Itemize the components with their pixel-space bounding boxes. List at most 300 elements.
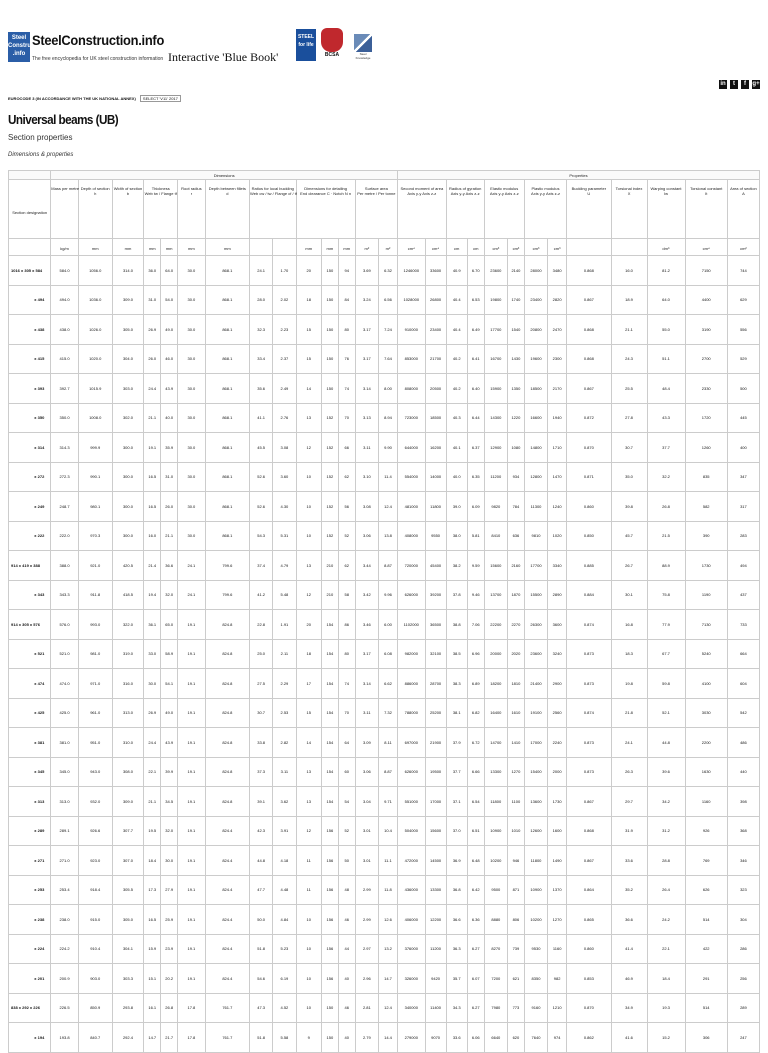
gyration-axes xyxy=(447,191,484,196)
table-cell: 3190 xyxy=(685,315,727,345)
table-cell: 2.11 xyxy=(273,639,296,669)
table-cell: 11400 xyxy=(425,993,446,1023)
table-cell: 824.4 xyxy=(205,934,249,964)
table-cell: 10 xyxy=(296,492,321,522)
section-designation-cell[interactable]: x 271 xyxy=(9,846,51,876)
section-designation-cell[interactable]: x 272 xyxy=(9,462,51,492)
table-cell: 6640 xyxy=(484,1023,507,1053)
table-cell: 824.8 xyxy=(205,757,249,787)
table-cell: 5.23 xyxy=(273,934,296,964)
table-cell: 23.9 xyxy=(161,934,178,964)
table-cell: 34.5 xyxy=(161,787,178,817)
table-cell: 30.0 xyxy=(178,492,205,522)
table-cell: 17.3 xyxy=(144,875,161,905)
section-designation-cell[interactable]: x 201 xyxy=(9,964,51,994)
table-cell: 5.48 xyxy=(273,580,296,610)
table-cell: 720000 xyxy=(398,551,425,581)
unit-el-z: cm³ xyxy=(507,239,524,256)
gyration-header xyxy=(446,180,484,239)
table-cell: 44 xyxy=(338,934,355,964)
table-cell: 13300 xyxy=(484,757,507,787)
table-cell: 824.4 xyxy=(205,816,249,846)
table-cell: 30.0 xyxy=(178,374,205,404)
section-designation-cell[interactable]: x 345 xyxy=(9,757,51,787)
table-cell: 636 xyxy=(507,521,524,551)
table-row xyxy=(9,669,760,699)
table-cell: 6.07 xyxy=(467,964,484,994)
ratios-header xyxy=(250,180,297,239)
table-cell: 48.4 xyxy=(647,374,685,404)
table-cell: 15600 xyxy=(484,551,507,581)
table-cell: 19500 xyxy=(425,757,446,787)
table-cell: 1430 xyxy=(507,344,524,374)
table-cell: 0.860 xyxy=(567,934,611,964)
table-cell: 910.4 xyxy=(78,934,112,964)
table-cell: 2.53 xyxy=(273,698,296,728)
table-row xyxy=(9,492,760,522)
table-cell: 28700 xyxy=(425,669,446,699)
unit-torsional-index xyxy=(611,239,647,256)
table-cell: 10200 xyxy=(484,846,507,876)
table-cell: 2.99 xyxy=(355,875,378,905)
table-cell: 12600 xyxy=(524,816,547,846)
table-cell: 49.0 xyxy=(161,315,178,345)
section-designation-cell[interactable]: 914 x 419 x 388 xyxy=(9,551,51,581)
table-cell: 18 xyxy=(296,639,321,669)
unit-warping: dm⁶ xyxy=(647,239,685,256)
table-cell: 3240 xyxy=(548,639,567,669)
warping-symbol: Iw xyxy=(664,191,669,196)
table-cell: 934 xyxy=(507,462,524,492)
section-designation-cell[interactable]: x 343 xyxy=(9,580,51,610)
table-cell: 33.6 xyxy=(611,846,647,876)
table-cell: 305.5 xyxy=(112,875,144,905)
table-cell: 1102000 xyxy=(398,610,425,640)
table-cell: 314.0 xyxy=(112,256,144,286)
table-cell: 921.0 xyxy=(78,551,112,581)
table-cell: 11 xyxy=(296,846,321,876)
table-cell: 45400 xyxy=(425,551,446,581)
section-designation-cell[interactable]: x 393 xyxy=(9,374,51,404)
table-cell: 1160 xyxy=(548,934,567,964)
section-designation-cell[interactable]: x 313 xyxy=(9,787,51,817)
table-cell: 44.8 xyxy=(647,728,685,758)
table-cell: 2470 xyxy=(548,315,567,345)
table-cell: 16600 xyxy=(524,403,547,433)
table-cell: 51.1 xyxy=(647,344,685,374)
table-cell: 40.4 xyxy=(446,285,467,315)
table-cell: 156 xyxy=(321,934,338,964)
table-cell: 0.867 xyxy=(567,846,611,876)
table-row xyxy=(9,462,760,492)
unit-ratio-flange xyxy=(273,239,296,256)
table-cell: 313.0 xyxy=(112,698,144,728)
table-cell: 0.873 xyxy=(567,639,611,669)
table-cell: 39.9 xyxy=(161,757,178,787)
table-cell: 24.1 xyxy=(250,256,273,286)
table-cell: 24.3 xyxy=(611,344,647,374)
table-cell: 868.1 xyxy=(205,374,249,404)
table-cell: 17000 xyxy=(425,787,446,817)
table-cell: 25200 xyxy=(425,698,446,728)
section-designation-cell[interactable]: x 474 xyxy=(9,669,51,699)
table-cell: 1020.0 xyxy=(78,344,112,374)
section-designation-cell[interactable]: x 222 xyxy=(9,521,51,551)
table-cell: 28.8 xyxy=(647,846,685,876)
table-cell: 11200 xyxy=(484,462,507,492)
table-cell: 1246000 xyxy=(398,256,425,286)
table-cell: 12.6 xyxy=(378,905,397,935)
table-cell: 17700 xyxy=(524,551,547,581)
table-cell: 33600 xyxy=(425,256,446,286)
table-cell: 3.17 xyxy=(355,344,378,374)
table-cell: 33.0 xyxy=(144,639,161,669)
section-designation-cell[interactable]: x 415 xyxy=(9,344,51,374)
table-cell: 12.4 xyxy=(378,993,397,1023)
ratio-flange-label: Flange xyxy=(274,191,288,196)
table-cell: 154 xyxy=(321,669,338,699)
elastic-label: Elastic modulus xyxy=(490,186,519,191)
table-cell: 0.867 xyxy=(567,285,611,315)
table-cell: 621 xyxy=(507,964,524,994)
table-cell: 7.32 xyxy=(378,698,397,728)
table-cell: 4.18 xyxy=(273,846,296,876)
section-designation-cell[interactable]: 1016 x 305 x 584 xyxy=(9,256,51,286)
detailing-label: Dimensions for detailing xyxy=(304,186,347,191)
table-cell: 45.5 xyxy=(250,433,273,463)
table-cell: 4100 xyxy=(685,669,727,699)
pl-axis-y: Axis y-y xyxy=(531,191,546,196)
table-cell: 1026.0 xyxy=(78,315,112,345)
table-row xyxy=(9,875,760,905)
table-cell: 38.5 xyxy=(446,639,467,669)
bcsa-logo[interactable] xyxy=(320,28,344,62)
steel-for-life-logo[interactable]: STEEL for life xyxy=(296,29,316,61)
table-cell: 36500 xyxy=(425,610,446,640)
site-name[interactable]: SteelConstruction.info xyxy=(32,32,165,48)
unit-width: mm xyxy=(112,239,144,256)
table-cell: 49.0 xyxy=(161,698,178,728)
table-cell: 15900 xyxy=(484,374,507,404)
table-cell: 54.1 xyxy=(161,669,178,699)
table-cell: 19.5 xyxy=(144,816,161,846)
table-cell: 3.04 xyxy=(355,787,378,817)
depth-between-header xyxy=(205,180,249,239)
table-cell: 305.0 xyxy=(112,905,144,935)
table-cell: 418.5 xyxy=(112,580,144,610)
table-cell: 13600 xyxy=(524,787,547,817)
table-cell: 46.9 xyxy=(611,964,647,994)
table-cell: 52.6 xyxy=(250,492,273,522)
section-designation-cell[interactable]: x 438 xyxy=(9,315,51,345)
table-cell: 309.0 xyxy=(112,285,144,315)
table-cell: 80 xyxy=(338,639,355,669)
table-cell: 41.4 xyxy=(611,934,647,964)
table-cell: 210 xyxy=(321,551,338,581)
table-cell: 13700 xyxy=(484,580,507,610)
table-cell: 1730 xyxy=(685,551,727,581)
steelconstruction-logo[interactable]: Steel Construction .info xyxy=(8,32,30,62)
unit-mass: kg/m xyxy=(51,239,78,256)
table-cell: 32.3 xyxy=(250,315,273,345)
warping-header xyxy=(647,180,685,239)
table-cell: 289.1 xyxy=(51,816,78,846)
table-cell: 38.2 xyxy=(446,551,467,581)
table-cell: 40.2 xyxy=(446,374,467,404)
table-cell: 350.0 xyxy=(51,403,78,433)
table-cell: 19.1 xyxy=(178,698,205,728)
area-label: Area of section xyxy=(730,186,757,191)
table-cell: 12 xyxy=(296,580,321,610)
table-row xyxy=(9,315,760,345)
table-cell: 154 xyxy=(321,728,338,758)
table-cell: 12.4 xyxy=(378,492,397,522)
page-title: Universal beams (UB) xyxy=(8,112,119,127)
table-cell: 8.11 xyxy=(378,728,397,758)
table-cell: 2140 xyxy=(507,256,524,286)
section-designation-cell[interactable]: x 194 xyxy=(9,1023,51,1053)
table-cell: 8880 xyxy=(484,905,507,935)
table-cell: 21700 xyxy=(425,344,446,374)
table-cell: 388.0 xyxy=(51,551,78,581)
table-row xyxy=(9,816,760,846)
section-designation-cell[interactable]: 914 x 305 x 576 xyxy=(9,610,51,640)
table-row xyxy=(9,433,760,463)
table-cell: 20000 xyxy=(484,639,507,669)
section-designation-cell[interactable]: x 381 xyxy=(9,728,51,758)
end-clearance-symbol: C xyxy=(326,191,330,196)
section-designation-cell[interactable]: 838 x 292 x 226 xyxy=(9,993,51,1023)
mass-header: Mass per metre xyxy=(51,180,78,239)
table-cell: 1350 xyxy=(507,374,524,404)
section-designation-cell[interactable]: x 521 xyxy=(9,639,51,669)
table-cell: 30.0 xyxy=(161,846,178,876)
table-cell: 918.4 xyxy=(78,875,112,905)
table-cell: 54.3 xyxy=(250,521,273,551)
unit-designation xyxy=(9,239,51,256)
table-cell: 2.76 xyxy=(273,403,296,433)
table-cell: 43.9 xyxy=(161,374,178,404)
table-cell: 40.4 xyxy=(446,315,467,345)
section-designation-cell[interactable]: x 350 xyxy=(9,403,51,433)
table-cell: 37.3 xyxy=(250,757,273,787)
table-cell: 84 xyxy=(338,285,355,315)
table-cell: 18.4 xyxy=(144,846,161,876)
table-cell: 868.1 xyxy=(205,256,249,286)
table-cell: 300.0 xyxy=(112,433,144,463)
section-designation-cell[interactable]: x 289 xyxy=(9,816,51,846)
table-cell: 30.7 xyxy=(250,698,273,728)
table-cell: 723000 xyxy=(398,403,425,433)
version-select[interactable]: SELECT 'V11' 2017 xyxy=(140,95,181,102)
table-cell: 415.0 xyxy=(51,344,78,374)
table-cell: 911.8 xyxy=(78,580,112,610)
table-cell: 6.54 xyxy=(467,787,484,817)
table-cell: 19.1 xyxy=(178,846,205,876)
table-cell: 322.0 xyxy=(112,610,144,640)
table-cell: 1056.0 xyxy=(78,256,112,286)
table-cell: 436000 xyxy=(398,875,425,905)
unit-pl-z: cm³ xyxy=(548,239,567,256)
table-cell: 2700 xyxy=(685,344,727,374)
table-cell: 808000 xyxy=(398,374,425,404)
table-cell: 19.3 xyxy=(647,993,685,1023)
table-cell: 6.72 xyxy=(467,728,484,758)
table-row xyxy=(9,757,760,787)
table-cell: 26.3 xyxy=(611,757,647,787)
table-cell: 24.2 xyxy=(647,905,685,935)
table-cell: 308.0 xyxy=(112,757,144,787)
table-row xyxy=(9,698,760,728)
table-cell: 37.7 xyxy=(446,757,467,787)
table-cell: 2270 xyxy=(507,610,524,640)
table-cell: 70 xyxy=(338,698,355,728)
table-cell: 1100 xyxy=(507,787,524,817)
table-cell: 38.1 xyxy=(446,698,467,728)
table-cell: 26300 xyxy=(524,610,547,640)
unit-depth: mm xyxy=(78,239,112,256)
table-cell: 13 xyxy=(296,551,321,581)
table-cell: 3480 xyxy=(548,256,567,286)
table-cell: 40.0 xyxy=(161,403,178,433)
table-cell: 36.1 xyxy=(144,610,161,640)
table-cell: 10 xyxy=(296,964,321,994)
table-cell: 0.874 xyxy=(567,698,611,728)
table-cell: 81.2 xyxy=(647,256,685,286)
table-cell: 1020 xyxy=(548,521,567,551)
section-heading: Dimensions & properties xyxy=(8,152,74,158)
unit-torsional-constant: cm⁴ xyxy=(685,239,727,256)
table-cell: 1210 xyxy=(548,993,567,1023)
facebook-icon[interactable]: f xyxy=(741,80,749,89)
table-cell: 6.56 xyxy=(378,285,397,315)
table-cell: 224.2 xyxy=(51,934,78,964)
table-cell: 307.0 xyxy=(112,846,144,876)
table-cell: 440 xyxy=(727,757,759,787)
table-cell: 26.4 xyxy=(647,875,685,905)
section-designation-cell[interactable]: x 253 xyxy=(9,875,51,905)
section-designation-cell[interactable]: x 238 xyxy=(9,905,51,935)
table-cell: 0.873 xyxy=(567,669,611,699)
table-cell: 943.0 xyxy=(78,757,112,787)
end-clearance-label: End clearance xyxy=(300,191,326,196)
table-cell: 313.0 xyxy=(51,787,78,817)
table-cell: 24.4 xyxy=(144,728,161,758)
table-cell: 3.46 xyxy=(355,610,378,640)
table-cell: 0.853 xyxy=(567,964,611,994)
table-cell: 12 xyxy=(296,433,321,463)
table-cell: 291 xyxy=(685,964,727,994)
table-cell: 9.71 xyxy=(378,787,397,817)
table-cell: 21.1 xyxy=(144,403,161,433)
table-cell: 60 xyxy=(338,757,355,787)
table-cell: 28.0 xyxy=(250,285,273,315)
table-cell: 304 xyxy=(727,905,759,935)
table-cell: 305.0 xyxy=(112,315,144,345)
table-cell: 824.8 xyxy=(205,669,249,699)
table-cell: 1370 xyxy=(548,875,567,905)
sci-logo[interactable] xyxy=(352,34,374,60)
table-cell: 10900 xyxy=(484,816,507,846)
table-cell: 34.3 xyxy=(446,993,467,1023)
table-cell: 806 xyxy=(507,905,524,935)
table-cell: 981.0 xyxy=(78,639,112,669)
width-symbol: b xyxy=(126,191,130,196)
table-cell: 2200 xyxy=(685,728,727,758)
designation-header: Section designation xyxy=(9,180,51,239)
table-cell: 3340 xyxy=(548,551,567,581)
linkedin-icon[interactable]: in xyxy=(720,81,726,87)
table-cell: 38.0 xyxy=(446,521,467,551)
table-cell: 9.46 xyxy=(467,580,484,610)
table-cell: 521.0 xyxy=(51,639,78,669)
google-plus-icon[interactable]: g+ xyxy=(752,81,760,87)
table-cell: 51.8 xyxy=(250,1023,273,1053)
table-cell: 926 xyxy=(685,816,727,846)
section-designation-cell[interactable]: x 314 xyxy=(9,433,51,463)
surface-sub: Per metre / Per tonne xyxy=(357,191,396,196)
table-cell: 39.0 xyxy=(446,492,467,522)
table-cell: 17700 xyxy=(484,315,507,345)
table-cell: 52.1 xyxy=(647,698,685,728)
detailing-header xyxy=(296,180,355,239)
table-cell: 2160 xyxy=(507,551,524,581)
table-cell: 47.3 xyxy=(250,993,273,1023)
sm-axis-z: Axis z-z xyxy=(422,191,437,196)
table-cell: 868.1 xyxy=(205,344,249,374)
table-cell: 6.19 xyxy=(273,964,296,994)
table-cell: 45.7 xyxy=(611,521,647,551)
table-cell: 27.5 xyxy=(250,669,273,699)
table-cell: 19.1 xyxy=(178,816,205,846)
table-cell: 41.2 xyxy=(250,580,273,610)
table-cell: 14.4 xyxy=(378,1023,397,1053)
table-cell: 35.2 xyxy=(611,875,647,905)
twitter-icon[interactable]: t xyxy=(730,80,738,89)
table-cell: 347 xyxy=(727,462,759,492)
table-cell: 923.0 xyxy=(78,846,112,876)
table-cell: 316.0 xyxy=(112,669,144,699)
table-cell: 21.1 xyxy=(144,787,161,817)
section-designation-cell[interactable]: x 224 xyxy=(9,934,51,964)
table-cell: 6.62 xyxy=(378,669,397,699)
table-cell: 42.3 xyxy=(250,816,273,846)
unit-sm-y: cm⁴ xyxy=(398,239,425,256)
section-designation-cell[interactable]: x 494 xyxy=(9,285,51,315)
depth-label: Depth of section xyxy=(80,186,110,191)
table-cell: 74 xyxy=(338,374,355,404)
sci-label: Steel Knowledge xyxy=(355,52,371,60)
table-cell: 392.7 xyxy=(51,374,78,404)
area-symbol: A xyxy=(742,191,745,196)
table-cell: 494.0 xyxy=(51,285,78,315)
table-cell: 3.60 xyxy=(273,462,296,492)
table-cell: 9550 xyxy=(425,521,446,551)
table-cell: 6.27 xyxy=(467,934,484,964)
table-cell: 7.64 xyxy=(378,344,397,374)
table-cell: 12900 xyxy=(484,433,507,463)
unit-root: mm xyxy=(178,239,205,256)
section-designation-cell[interactable]: x 425 xyxy=(9,698,51,728)
table-cell: 6.82 xyxy=(467,698,484,728)
table-cell: 26.0 xyxy=(161,492,178,522)
table-cell: 154 xyxy=(321,698,338,728)
section-designation-cell[interactable]: x 249 xyxy=(9,492,51,522)
table-cell: 551000 xyxy=(398,787,425,817)
table-cell: 11800 xyxy=(524,846,547,876)
table-cell: 398 xyxy=(727,787,759,817)
table-cell: 514 xyxy=(685,993,727,1023)
